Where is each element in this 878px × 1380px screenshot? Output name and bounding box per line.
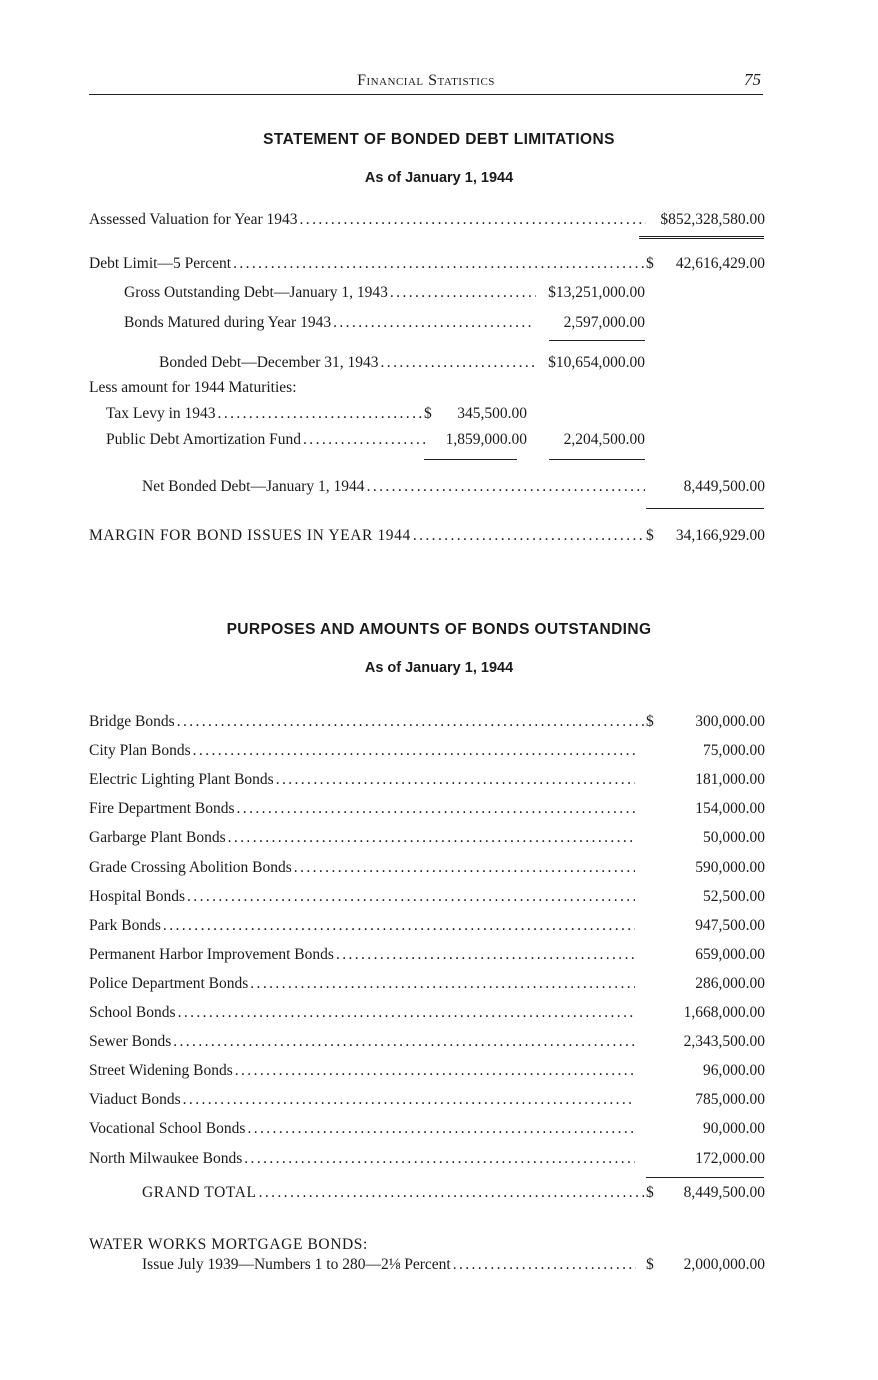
bond-purpose-label: Grade Crossing Abolition Bonds [89, 858, 292, 876]
leader-dots [163, 916, 635, 936]
bond-purpose-label: Sewer Bonds [89, 1033, 172, 1051]
limitations-title: STATEMENT OF BONDED DEBT LIMITATIONS [263, 131, 615, 148]
total-rule [646, 1177, 764, 1178]
dollar-sign: $ [424, 405, 432, 422]
leader-dots [336, 945, 635, 965]
leader-dots [300, 210, 646, 230]
bond-purpose-row [0, 741, 878, 761]
bond-purpose-row [0, 1032, 878, 1052]
bond-purpose-row [0, 887, 878, 907]
limitations-subtitle: As of January 1, 1944 [364, 170, 514, 186]
bond-purpose-label: Permanent Harbor Improvement Bonds [89, 945, 334, 963]
leader-dots [178, 1003, 635, 1023]
leader-dots [247, 1119, 635, 1139]
bond-purpose-row [0, 1090, 878, 1110]
amortization-subtotal: 2,204,500.00 [563, 431, 645, 448]
bond-purpose-row [0, 770, 878, 790]
subtotal-rule [424, 459, 517, 460]
margin-amount: 34,166,929.00 [675, 527, 765, 544]
bond-purpose-amount: 154,000.00 [695, 800, 765, 818]
leader-dots [333, 313, 534, 333]
bond-purpose-amount: 52,500.00 [703, 887, 765, 905]
running-header [89, 70, 763, 95]
water-works-issue-row [0, 1255, 878, 1275]
net-bonded-amount: 8,449,500.00 [683, 478, 765, 495]
leader-dots [233, 254, 646, 274]
bond-purpose-row [0, 916, 878, 936]
net-bonded-label: Net Bonded Debt—January 1, 1944 [142, 478, 365, 495]
bond-purpose-row [0, 1061, 878, 1081]
gross-outstanding-amount: $13,251,000.00 [548, 284, 645, 301]
dollar-sign: $ [646, 527, 655, 544]
dollar-sign: $ [646, 1256, 654, 1273]
bond-purpose-label: School Bonds [89, 1004, 176, 1021]
debt-limit-label: Debt Limit—5 Percent [89, 255, 232, 272]
water-works-issue-label: Issue July 1939—Numbers 1 to 280—2⅛ Percent [142, 1256, 451, 1273]
water-works-heading: WATER WORKS MORTGAGE BONDS: [89, 1236, 368, 1253]
gross-outstanding-row [0, 283, 878, 303]
leader-dots [250, 974, 635, 994]
bond-purpose-amount: 300,000.00 [695, 713, 765, 730]
bonded-debt-row [0, 353, 878, 373]
bond-purpose-label: Hospital Bonds [89, 887, 186, 905]
leader-dots [381, 353, 536, 373]
bond-purpose-amount: 1,668,000.00 [683, 1004, 765, 1021]
bond-purpose-amount: 947,500.00 [695, 916, 765, 934]
purposes-subtitle: As of January 1, 1944 [364, 660, 514, 676]
less-maturities-label: Less amount for 1944 Maturities: [89, 379, 297, 396]
grand-total-label: GRAND TOTAL [142, 1184, 257, 1201]
page-number: 75 [744, 70, 761, 89]
bond-purpose-label: Park Bonds [89, 916, 161, 934]
bonded-debt-label: Bonded Debt—December 31, 1943 [159, 354, 379, 371]
bond-purpose-label: City Plan Bonds [89, 742, 191, 760]
net-bonded-row [0, 477, 878, 497]
double-rule [639, 236, 764, 239]
bond-purpose-amount: 96,000.00 [703, 1062, 765, 1080]
bond-purpose-amount: 590,000.00 [695, 858, 765, 876]
bond-purpose-row [0, 858, 878, 878]
grand-total-amount: 8,449,500.00 [683, 1184, 765, 1201]
dollar-sign: $ [646, 255, 654, 272]
bond-purpose-label: Fire Department Bonds [89, 800, 235, 818]
bond-purpose-amount: 659,000.00 [695, 945, 765, 963]
bond-purpose-row [0, 1149, 878, 1169]
leader-dots [218, 404, 424, 424]
gross-outstanding-label: Gross Outstanding Debt—January 1, 1943 [124, 284, 388, 301]
bond-purpose-label: North Milwaukee Bonds [89, 1149, 243, 1167]
leader-dots [228, 828, 635, 848]
margin-row [0, 526, 878, 546]
bond-purpose-amount: 90,000.00 [703, 1120, 765, 1138]
bond-purpose-amount: 286,000.00 [695, 974, 765, 992]
assessed-valuation-row [0, 210, 878, 230]
subtotal-rule [549, 459, 645, 460]
leader-dots [453, 1255, 636, 1275]
water-works-issue-amount: 2,000,000.00 [683, 1256, 765, 1273]
bond-purpose-label: Vocational School Bonds [89, 1120, 246, 1138]
subtotal-rule [549, 340, 645, 341]
bond-purpose-amount: 50,000.00 [703, 829, 765, 847]
running-title: Financial Statistics [357, 72, 495, 89]
leader-dots [303, 430, 428, 450]
tax-levy-row [0, 404, 878, 424]
bond-purpose-label: Bridge Bonds [89, 713, 175, 730]
bond-purpose-row [0, 1003, 878, 1023]
tax-levy-label: Tax Levy in 1943 [106, 405, 216, 422]
bond-purpose-label: Electric Lighting Plant Bonds [89, 771, 274, 789]
leader-dots [173, 1032, 635, 1052]
margin-label: MARGIN FOR BOND ISSUES IN YEAR 1944 [89, 527, 411, 544]
bond-purpose-row [0, 945, 878, 965]
dollar-sign: $ [646, 1184, 654, 1201]
amortization-label: Public Debt Amortization Fund [106, 431, 302, 448]
bond-purpose-label: Viaduct Bonds [89, 1091, 181, 1109]
bonds-matured-amount: 2,597,000.00 [563, 314, 645, 331]
leader-dots [235, 1061, 635, 1081]
bond-purpose-label: Garbarge Plant Bonds [89, 829, 226, 847]
bonded-debt-amount: $10,654,000.00 [548, 354, 645, 371]
leader-dots [187, 887, 635, 907]
assessed-valuation-amount: $852,328,580.00 [660, 211, 765, 228]
amortization-row [0, 430, 878, 450]
leader-dots [413, 526, 646, 546]
debt-limit-row [0, 254, 878, 274]
bond-purpose-row [0, 828, 878, 848]
leader-dots [259, 1183, 646, 1203]
bond-purpose-amount: 75,000.00 [703, 742, 765, 760]
leader-dots [183, 1090, 635, 1110]
bond-purpose-row [0, 712, 878, 732]
bonds-matured-label: Bonds Matured during Year 1943 [124, 314, 332, 331]
leader-dots [244, 1149, 635, 1169]
bond-purpose-row [0, 1119, 878, 1139]
bond-purpose-amount: 172,000.00 [695, 1149, 765, 1167]
bond-purpose-amount: 2,343,500.00 [683, 1033, 765, 1051]
bond-purpose-label: Police Department Bonds [89, 974, 249, 992]
bond-purpose-label: Street Widening Bonds [89, 1062, 233, 1080]
leader-dots [294, 858, 635, 878]
debt-limit-amount: 42,616,429.00 [675, 255, 765, 272]
amortization-amount: 1,859,000.00 [445, 431, 527, 448]
bond-purpose-row [0, 974, 878, 994]
bond-purpose-row [0, 799, 878, 819]
leader-dots [193, 741, 635, 761]
leader-dots [390, 283, 536, 303]
tax-levy-amount: 345,500.00 [457, 405, 527, 422]
dollar-sign: $ [646, 713, 654, 730]
leader-dots [367, 477, 645, 497]
assessed-valuation-label: Assessed Valuation for Year 1943 [89, 211, 298, 228]
leader-dots [237, 799, 635, 819]
bond-purpose-amount: 785,000.00 [695, 1091, 765, 1109]
leader-dots [276, 770, 635, 790]
bond-purpose-amount: 181,000.00 [695, 771, 765, 789]
grand-total-row [0, 1183, 878, 1203]
bonds-matured-row [0, 313, 878, 333]
purposes-title: PURPOSES AND AMOUNTS OF BONDS OUTSTANDING [226, 621, 652, 638]
total-rule [646, 508, 764, 509]
leader-dots [177, 712, 646, 732]
